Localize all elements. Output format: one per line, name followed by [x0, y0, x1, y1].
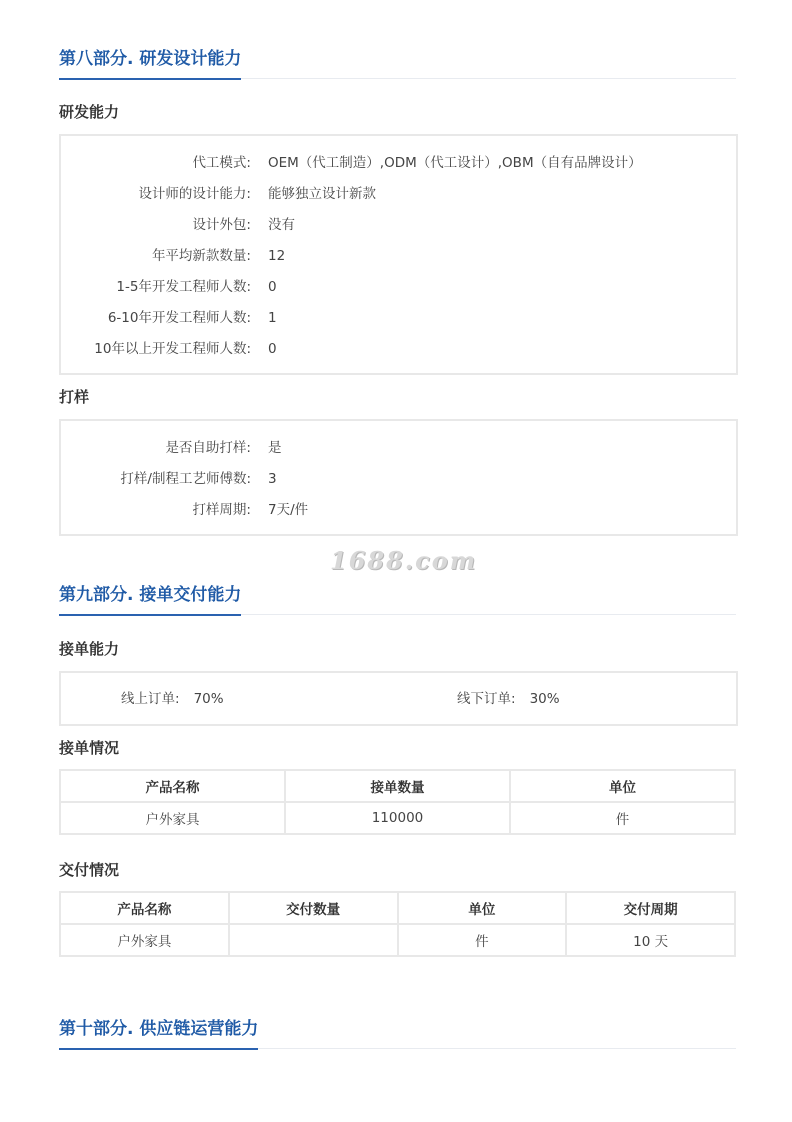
table-header-row: [60, 770, 735, 802]
table-cell: 110000: [285, 802, 510, 834]
rd-row: [61, 214, 736, 236]
table-row: [60, 802, 735, 834]
table-cell: 户外家具: [60, 924, 229, 956]
section-9-header: [59, 580, 736, 615]
order-capacity-title: 接单能力: [59, 640, 120, 658]
rd-row-label: 10年以上开发工程师人数:: [94, 341, 251, 357]
rd-row-value: 0: [268, 279, 277, 295]
column-header: 接单数量: [285, 770, 510, 802]
online-order-label: 线上订单:: [121, 691, 180, 707]
rd-row-label: 设计师的设计能力:: [138, 186, 251, 202]
rd-row-value: 0: [268, 341, 277, 357]
table-cell: 件: [398, 924, 567, 956]
rd-row-value: 能够独立设计新款: [268, 186, 376, 202]
rd-row: [61, 276, 736, 298]
column-header: 单位: [398, 892, 567, 924]
rd-row-label: 设计外包:: [192, 217, 251, 233]
sampling-row: [61, 468, 736, 490]
rd-row-label: 代工模式:: [192, 155, 251, 171]
order-status-title: 接单情况: [59, 739, 120, 757]
sampling-row: [61, 499, 736, 521]
sampling-row-label: 是否自助打样:: [165, 440, 251, 456]
column-header: 单位: [510, 770, 735, 802]
sampling-row-label: 打样/制程工艺师傅数:: [120, 471, 251, 487]
rd-row-label: 6-10年开发工程师人数:: [107, 310, 251, 326]
sampling-row-value: 是: [268, 440, 282, 456]
offline-order-value: 30%: [529, 691, 560, 707]
rd-row-value: 12: [268, 248, 286, 264]
section-8-header: [59, 44, 736, 79]
rd-row-value: 1: [268, 310, 277, 326]
table-cell: 件: [510, 802, 735, 834]
order-status-table: [59, 769, 736, 835]
rd-row: [61, 245, 736, 267]
rd-capability-title: 研发能力: [59, 103, 120, 121]
section-10-header: [59, 1014, 736, 1049]
table-row: [60, 924, 735, 956]
table-header-row: [60, 892, 735, 924]
sampling-title: 打样: [59, 388, 90, 406]
offline-order: [457, 688, 560, 710]
sampling-row-label: 打样周期:: [192, 502, 251, 518]
column-header: 交付数量: [229, 892, 398, 924]
section-8-title: 第八部分. 研发设计能力: [59, 48, 241, 80]
rd-row-label: 1-5年开发工程师人数:: [116, 279, 251, 295]
rd-row-value: 没有: [268, 217, 295, 233]
section-10-title: 第十部分. 供应链运营能力: [59, 1018, 258, 1050]
rd-row: [61, 183, 736, 205]
column-header: 交付周期: [566, 892, 735, 924]
delivery-status-table: [59, 891, 736, 957]
sampling-row-value: 3: [268, 471, 277, 487]
section-9-title: 第九部分. 接单交付能力: [59, 584, 241, 616]
table-cell: 10 天: [566, 924, 735, 956]
rd-row: [61, 338, 736, 360]
column-header: 产品名称: [60, 770, 285, 802]
column-header: 产品名称: [60, 892, 229, 924]
offline-order-label: 线下订单:: [457, 691, 516, 707]
delivery-status-title: 交付情况: [59, 861, 120, 879]
sampling-box: [59, 419, 738, 536]
rd-capability-box: [59, 134, 738, 375]
table-cell: 户外家具: [60, 802, 285, 834]
sampling-row: [61, 437, 736, 459]
watermark-logo: 1688.com: [330, 546, 478, 575]
rd-row: [61, 307, 736, 329]
rd-row: [61, 152, 736, 174]
rd-row-label: 年平均新款数量:: [151, 248, 251, 264]
online-order: [121, 688, 224, 710]
rd-row-value: OEM（代工制造）,ODM（代工设计）,OBM（自有品牌设计）: [268, 155, 642, 171]
order-capacity-box: [59, 671, 738, 726]
sampling-row-value: 7天/件: [268, 502, 309, 518]
online-order-value: 70%: [193, 691, 224, 707]
table-cell: [229, 924, 398, 956]
